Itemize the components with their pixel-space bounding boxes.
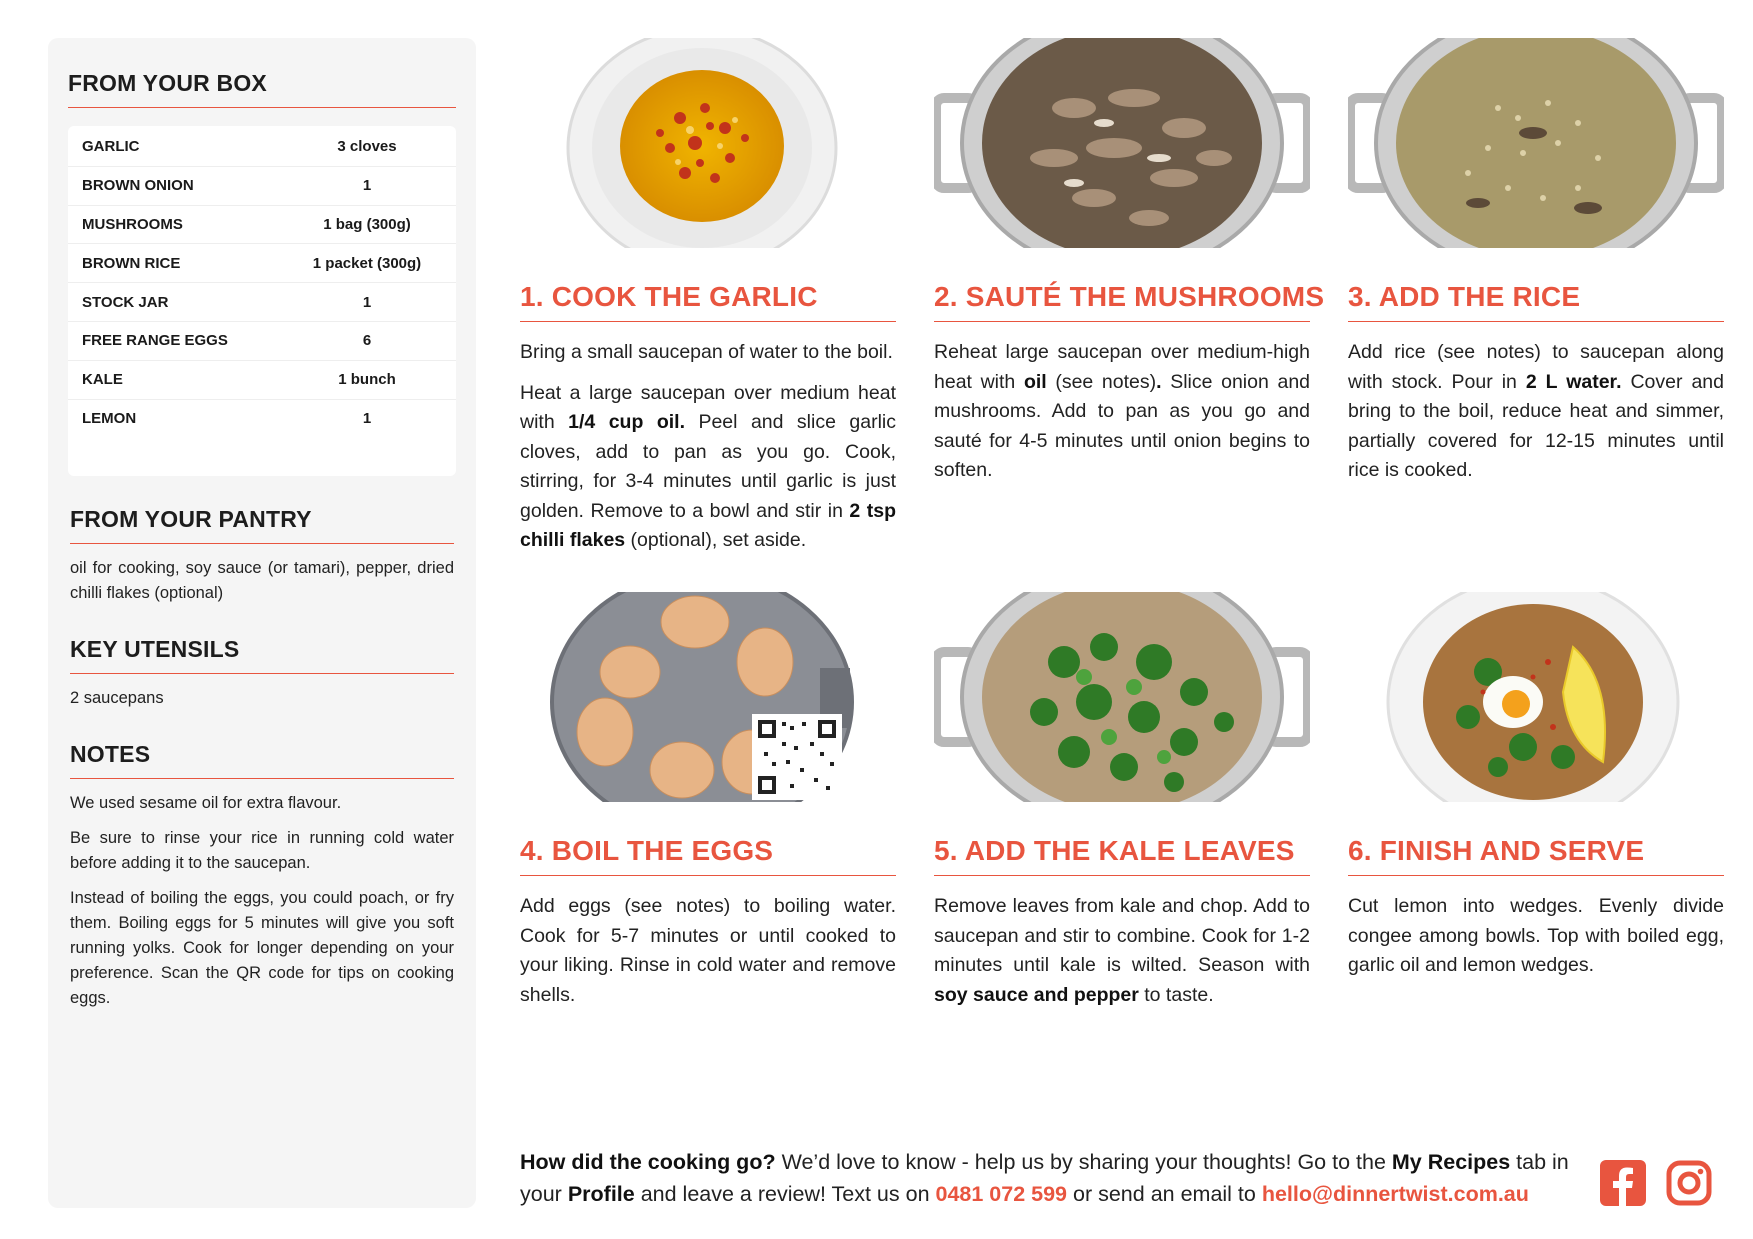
step-5: [934, 592, 1310, 1010]
step-2-title: 2. SAUTÉ THE MUSHROOMS: [934, 281, 1310, 322]
step-4-body: [520, 892, 896, 1010]
congee-bowl-image: [1348, 592, 1724, 802]
step-1-p1: Bring a small saucepan of water to the boil.: [520, 341, 893, 363]
ingredient-row: [68, 322, 456, 361]
note-item: Be sure to rinse your rice in running cold water before adding it to the saucepan.: [70, 829, 454, 873]
step-3-p1: [1348, 338, 1724, 486]
ingredient-row: [68, 206, 456, 245]
utensils-text: 2 saucepans: [70, 689, 164, 708]
step-4: [520, 592, 896, 1010]
ingredient-name: LEMON: [82, 410, 137, 428]
bold-run: oil: [1023, 370, 1047, 393]
pantry-title: FROM YOUR PANTRY: [70, 506, 454, 544]
ingredient-name: FREE RANGE EGGS: [82, 332, 228, 350]
bold-run: soy sauce and pepper: [934, 983, 1139, 1006]
note-item: Instead of boiling the eggs, you could poach, or fry them. Boiling eggs for 5 minutes will give you soft running yolks. Cook for longer depending on your preference. Scan the QR code for tips on cooking eggs.: [70, 889, 454, 1008]
step-3-body: [1348, 338, 1724, 486]
bold-run: 2 L water.: [1525, 370, 1622, 393]
step-6-title: 6. FINISH AND SERVE: [1348, 835, 1724, 876]
qr-code-icon: [752, 714, 842, 800]
pantry-text: oil for cooking, soy sauce (or tamari), pepper, dried chilli flakes (optional): [70, 559, 454, 603]
step-3-title: 3. ADD THE RICE: [1348, 281, 1724, 322]
ingredient-name: STOCK JAR: [82, 293, 169, 311]
ingredient-qty: 1 bag (300g): [323, 215, 411, 233]
step-6-body: [1348, 892, 1724, 981]
step-4-p1: Add eggs (see notes) to boiling water. Cook for 5-7 minutes or until cooked to your liking. Rinse in cold water and remove shells.: [520, 895, 896, 1006]
text-run: (see notes): [1046, 370, 1157, 393]
text-run: Reheat large saucepan over medium-high heat with: [934, 341, 1310, 393]
step-2-p1: [934, 338, 1310, 486]
rice-pot-image: [1348, 38, 1724, 248]
step-2: [934, 38, 1325, 486]
ingredient-qty: 1 bunch: [338, 371, 396, 389]
text-run: (optional), set aside.: [625, 529, 807, 551]
feedback-footer: [520, 1146, 1580, 1210]
text-run: Slice onion and mushrooms. Add to pan as you go and sauté for 4-5 minutes until onion begins to soften.: [934, 370, 1311, 481]
ingredient-row: [68, 167, 456, 206]
ingredient-name: GARLIC: [82, 138, 140, 156]
profile-label: Profile: [567, 1182, 635, 1206]
ingredient-row: [68, 361, 456, 400]
text-run: tab in your: [520, 1150, 1569, 1206]
step-6: [1348, 592, 1724, 981]
utensils-section: [68, 636, 456, 711]
step-3: [1348, 38, 1724, 486]
text-run: Remove leaves from kale and chop. Add to saucepan and stir to combine. Cook for 1-2 minutes until kale is wilted. Season with: [934, 895, 1310, 976]
text-run: Add rice (see notes) to saucepan along with stock. Pour in: [1348, 341, 1724, 393]
my-recipes-label: My Recipes: [1391, 1150, 1511, 1174]
ingredient-row: [68, 244, 456, 283]
text-run: Cover and bring to the boil, reduce heat and simmer, partially covered for 12-15 minutes until rice is cooked.: [1348, 370, 1724, 481]
text-run: to taste.: [1138, 983, 1214, 1006]
step-1-p2: [520, 379, 896, 556]
ingredient-row: [68, 283, 456, 322]
ingredient-qty: 1 packet (300g): [312, 254, 422, 272]
ingredient-qty: 6: [362, 332, 372, 350]
ingredient-row: [68, 400, 456, 439]
garlic-oil-bowl-image: [520, 38, 896, 248]
bold-run: .: [1156, 370, 1162, 393]
facebook-icon[interactable]: [1600, 1160, 1646, 1206]
notes-title: NOTES: [70, 741, 454, 779]
utensils-title: KEY UTENSILS: [70, 636, 454, 674]
step-6-p1: Cut lemon into wedges. Evenly divide congee among bowls. Top with boiled egg, garlic oil and lemon wedges.: [1348, 895, 1724, 976]
bold-run: 1/4 cup oil.: [568, 411, 685, 433]
bold-run: 2 tsp chilli flakes: [520, 499, 896, 551]
ingredients-table: [68, 126, 456, 476]
step-1-title: 1. COOK THE GARLIC: [520, 281, 896, 322]
mushrooms-pot-image: [934, 38, 1310, 248]
pantry-section: [68, 506, 456, 606]
ingredient-name: BROWN ONION: [82, 177, 194, 195]
step-4-title: 4. BOIL THE EGGS: [520, 835, 896, 876]
note-item: We used sesame oil for extra flavour.: [70, 794, 342, 813]
ingredient-row: [68, 128, 456, 167]
footer-question: How did the cooking go?: [520, 1150, 776, 1174]
step-5-title: 5. ADD THE KALE LEAVES: [934, 835, 1310, 876]
text-run: We’d love to know - help us by sharing your thoughts! Go to the: [775, 1150, 1392, 1174]
ingredient-name: MUSHROOMS: [82, 215, 183, 233]
ingredient-qty: 1: [362, 410, 372, 428]
step-1: [520, 38, 896, 556]
from-your-box-title: FROM YOUR BOX: [68, 70, 456, 108]
text-run: Heat a large saucepan over medium heat with: [520, 381, 896, 433]
step-1-body: [520, 338, 896, 556]
ingredient-qty: 3 cloves: [337, 138, 397, 156]
text-run: or send an email to: [1067, 1182, 1262, 1206]
ingredient-name: KALE: [82, 371, 123, 389]
ingredient-qty: 1: [362, 177, 372, 195]
notes-section: [68, 741, 456, 1011]
email-link[interactable]: hello@dinnertwist.com.au: [1261, 1182, 1529, 1206]
text-run: Peel and slice garlic cloves, add to pan as you go. Cook, stirring, for 3-4 minutes until garlic is just golden. Remove to a bowl and stir in: [520, 411, 896, 522]
text-run: and leave a review! Text us on: [634, 1182, 936, 1206]
step-5-p1: [934, 892, 1310, 1010]
sidebar: [48, 38, 476, 1208]
phone-link[interactable]: 0481 072 599: [935, 1182, 1068, 1206]
boiling-eggs-image: [520, 592, 896, 802]
kale-pot-image: [934, 592, 1310, 802]
ingredient-name: BROWN RICE: [82, 254, 181, 272]
step-5-body: [934, 892, 1310, 1010]
ingredient-qty: 1: [362, 293, 372, 311]
step-2-body: [934, 338, 1310, 486]
instagram-icon[interactable]: [1666, 1160, 1712, 1206]
